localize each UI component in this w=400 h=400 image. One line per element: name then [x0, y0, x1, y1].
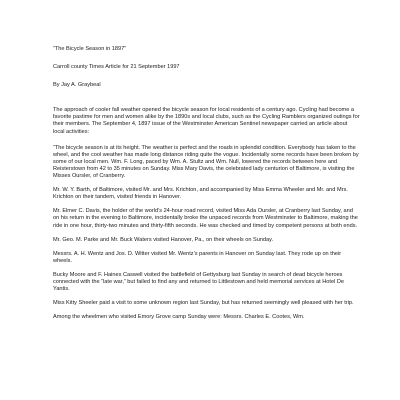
article-subtitle: Carroll county Times Article for 21 September 1997	[53, 64, 180, 71]
paragraph: Bucky Moore and F. Haines Caswell visited the battlefield of Gettysburg last Sunday in search of dead bicycle heroes connected with the “late war,” but failed to find any and returned to Littlestown and held memorial services at Hotel De Yantis.	[53, 271, 345, 293]
paragraph: Mr. Geo. M. Parke and Mr. Buck Waters visited Hanover, Pa., on their wheels on Sunday.	[53, 236, 274, 243]
paragraph: Miss Kitty Sheeler paid a visit to some unknown region last Sunday, but has returned seemingly well pleased with her trip.	[53, 300, 354, 307]
paragraph: “The bicycle season is at its height. The weather is perfect and the roads in splendid condition. Everybody has taken to the wheel, and the cool weather has made long distance riding quite the vogue. Incidentally some records have been broken by some of our local men. Wm. F. Long, paced by Wm. A. Stultz and Wm. Null, lowered the records between here and Reisterstown from 42 to 35 minutes on Sunday. Miss Mary Davis, the celebrated lady centurion of Baltimore, is visiting the Misses Oursler, of Cranberry.	[53, 144, 359, 180]
paragraph-intro: The approach of cooler fall weather opened the bicycle season for local residents of a century ago. Cycling had become a favorite pastime for men and women alike by the 1890s and local clubs, such as the Cycling Ramblers organized outings for their members. The September 4, 1897 issue of the Westminster American Sentinel newspaper carried an article about local activities:	[53, 107, 360, 135]
paragraph: Mr. Elmer C. Davis, the holder of the world’s 24-hour road record, visited Miss Ada Oursler, at Cranberry last Sunday, and on his return in the evening to Baltimore, incidentally broke the unpaced records from Westminster to Baltimore, making the ride in one hour, thirty-two minutes and thirty-fifth seconds. He was checked and timed by competent persons at both ends.	[53, 208, 358, 229]
paragraph: Mr. W. Y. Barth, of Baltimore, visited Mr. and Mrs. Krichton, and accompanied by Miss Emma Wheeler and Mr. and Mrs. Krichton on their tandem, visited friends in Hanover.	[53, 187, 348, 201]
article-byline: By Jay A. Graybeal	[53, 82, 101, 89]
paragraph: Messrs. A. H. Wentz and Jos. D. Witter visited Mr. Wentz’s parents in Hanover on Sunday last. They rode up on their wheels.	[53, 250, 342, 264]
article-title: “The Bicycle Season in 1897”	[53, 46, 127, 52]
paragraph: Among the wheelmen who visited Emory Grove camp Sunday were: Messrs. Charles E. Cootes, Wm.	[53, 314, 305, 321]
